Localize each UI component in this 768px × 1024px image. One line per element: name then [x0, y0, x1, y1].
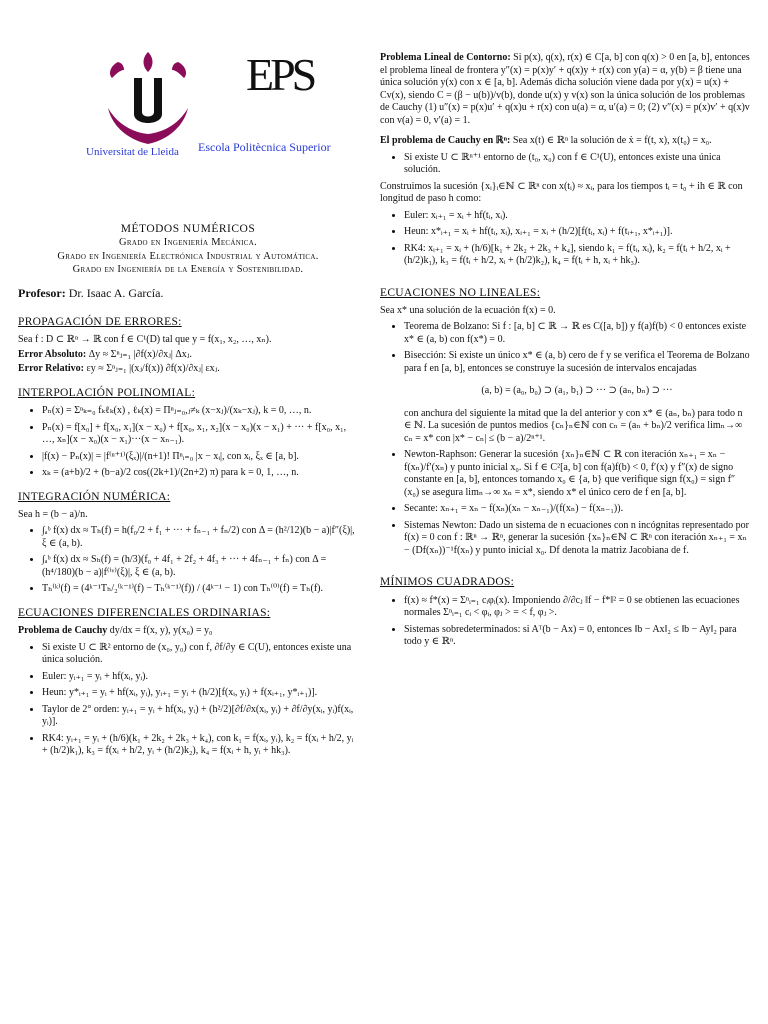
- edo-item: • Euler: yᵢ₊₁ = yᵢ + hf(xᵢ, yᵢ).: [42, 671, 358, 684]
- section-title-edo: ECUACIONES DIFERENCIALES ORDINARIAS:: [18, 606, 271, 619]
- interpolacion-item: • Pₙ(x) = f[x₀] + f[x₀, x₁](x − x₀) + f[x₀, x₁, x₂](x − x₀)(x − x₁) + ··· + f[x₀, x₁, …, xₙ](x − x₀)(x − x₁)···(x − xₙ₋₁).: [42, 422, 358, 447]
- degree-line-1: Grado en Ingeniería Mecánica.: [119, 237, 257, 249]
- sistemas-item: • Sistemas Newton: Dado un sistema de n ecuaciones con n incógnitas representado por f(x) = 0 con f : ℝⁿ → ℝⁿ, generar la sucesión {xₙ}ₙ∈ℕ ⊂ ℝⁿ con iteración xₙ₊₁ = xₙ − (Df(xₙ))⁻¹f(xₙ) y punto inicial x₀. Df denota la matriz Jacobiana de f.: [404, 520, 750, 558]
- no-lineales-intro: Sea x* una solución de la ecuación f(x) = 0.: [380, 304, 556, 316]
- error-absoluto-formula: Δy ≈ Σⁿⱼ₌₁ |∂f(x)/∂xⱼ| Δxⱼ.: [88, 348, 192, 360]
- eps-caption: Escola Politècnica Superior: [198, 140, 331, 154]
- cauchy-rn-methods: [380, 210, 750, 268]
- section-title-integracion: INTEGRACIÓN NUMÉRICA:: [18, 490, 171, 503]
- edo-list: [18, 642, 358, 758]
- interpolacion-item: • Pₙ(x) = Σⁿₖ₌₀ fₖℓₖ(x) , ℓₖ(x) = Πⁿⱼ₌₀,ⱼ≠ₖ (x−xⱼ)/(xₖ−xⱼ), k = 0, …, n.: [42, 405, 358, 418]
- cauchy-rn-bullet: • Si existe U ⊂ ℝⁿ⁺¹ entorno de (t₀, x₀) con f ∈ C¹(U), entonces existe una única solución.: [404, 152, 750, 177]
- minimos-item: • f(x) ≈ f*(x) = Σⁿᵢ₌₁ cᵢφᵢ(x). Imponiendo ∂/∂cⱼ ‖f − f*‖² = 0 se obtienen las ecuaciones normales Σⁿᵢ₌₁ cᵢ < φᵢ, φⱼ > = < f, φⱼ >.: [404, 595, 750, 620]
- error-relativo-formula: εy ≈ Σⁿⱼ₌₁ |(xⱼ/f(x)) ∂f(x)/∂xⱼ| εxⱼ.: [86, 363, 220, 375]
- cauchy-rn-method: • Euler: xᵢ₊₁ = xᵢ + hf(tᵢ, xᵢ).: [404, 210, 750, 223]
- edo-cauchy: [18, 625, 358, 638]
- logo-area: [18, 0, 358, 200]
- section-title-interpolacion: INTERPOLACIÓN POLINOMIAL:: [18, 386, 196, 399]
- biseccion-continuation: con anchura del siguiente la mitad que la del anterior y con x* ∈ (aₙ, bₙ) para todo n ∈ ℕ. La sucesión de puntos medios {cₙ}ₙ∈ℕ con cₙ = (aₙ + bₙ)/2 verifica limₙ→∞ cₙ = x* con |x* − cₙ| ≤ (b − a)/2ⁿ⁺¹.: [404, 407, 743, 444]
- contorno-paragraph: [380, 52, 750, 127]
- cauchy-rn-list: [380, 152, 750, 177]
- edo-item: • Si existe U ⊂ ℝ² entorno de (x₀, y₀) con f, ∂f/∂y ∈ C(U), entonces existe una única solución.: [42, 642, 358, 667]
- no-lineales-list: [380, 321, 750, 557]
- degree-line-3: Grado en Ingeniería de la Energía y Sostenibilidad.: [72, 263, 304, 275]
- cauchy-rn-method: • RK4: xᵢ₊₁ = xᵢ + (h/6)[k₁ + 2k₂ + 2k₃ + k₄], siendo k₁ = f(tᵢ, xᵢ), k₂ = f(tᵢ + h/2, xᵢ + (h/2)k₁), k₃ = f(tᵢ + h/2, xᵢ + (h/2)k₂), k₄ = f(tᵢ + h, xᵢ + hk₃).: [404, 243, 750, 268]
- interpolacion-item: • xₖ = (a+b)/2 + (b−a)/2 cos((2k+1)/(2n+2) π) para k = 0, 1, …, n.: [42, 467, 358, 480]
- interpolacion-item: • |f(x) − Pₙ(x)| = |f⁽ⁿ⁺¹⁾(ξₓ)|/(n+1)! Πⁿᵢ₌₀ |x − xᵢ|, con xᵢ, ξₓ ∈ [a, b].: [42, 451, 358, 464]
- edo-item: • Taylor de 2° orden: yᵢ₊₁ = yᵢ + hf(xᵢ, yᵢ) + (h²/2)[∂f/∂x(xᵢ, yᵢ) + ∂f/∂y(xᵢ, yᵢ)f(xᵢ, yᵢ)].: [42, 704, 358, 729]
- section-title-minimos: MÍNIMOS CUADRADOS:: [380, 576, 515, 589]
- left-column: [18, 0, 358, 762]
- biseccion-formula: (a, b) = (a₀, b₀) ⊃ (a₁, b₁) ⊃ ··· ⊃ (aₙ, bₙ) ⊃ ···: [481, 385, 673, 397]
- edo-cauchy-formula: dy/dx = f(x, y), y(x₀) = y₀: [109, 625, 213, 637]
- minimos-item: • Sistemas sobredeterminados: si Aᵀ(b − Ax) = 0, entonces ‖b − Ax‖₂ ≤ ‖b − Ay‖₂ para todo y ∈ ℝⁿ.: [404, 624, 750, 649]
- edo-item: • RK4: yᵢ₊₁ = yᵢ + (h/6)(k₁ + 2k₂ + 2k₃ + k₄), con k₁ = f(xᵢ, yᵢ), k₂ = f(xᵢ + h/2, yᵢ + (h/2)k₁), k₃ = f(xᵢ + h/2, yᵢ + (h/2)k₂), k₄ = f(xᵢ + h, yᵢ + hk₃).: [42, 733, 358, 758]
- integracion-intro: Sea h = (b − a)/n.: [18, 508, 88, 520]
- degree-line-2: Grado en Ingeniería Electrónica Industrial y Automática.: [57, 250, 319, 262]
- right-column: [380, 50, 750, 653]
- professor-name: Dr. Isaac A. García.: [68, 285, 164, 300]
- biseccion-item: [404, 350, 750, 445]
- integracion-list: [18, 525, 358, 596]
- contorno-text: Si p(x), q(x), r(x) ∈ C[a, b] con q(x) > 0 en [a, b], entonces el problema lineal de frontera y″(x) = p(x)y′ + q(x)y + r(x) con y(a) = α, y(b) = β tiene una única solución y(x) con x ∈ [a, b]. Además dicha solución viene dada por y(x) = u(x) + Cv(x), siendo C = (β − u(b))/v(b), donde u(x) y v(x) son la única solución de los problemas de Cauchy (1) u″(x) = p(x)u′ + q(x)u + r(x) con u(a) = α, u′(a) = 0; (2) v″(x) = p(x)v′ + q(x)v con v(a) = 0, v′(a) = 1.: [380, 52, 750, 126]
- integracion-item: • ∫ₐᵇ f(x) dx ≈ Sₕ(f) = (h/3)(f₀ + 4f₁ + 2f₂ + 4f₃ + ··· + 4fₙ₋₁ + fₙ) con Δ = (h⁴/180)(b − a)|f⁽ⁱᵛ⁾(ξ)|, ξ ∈ (a, b).: [42, 554, 358, 579]
- integracion-item: • Tₕ⁽ᵏ⁾(f) = (4ᵏ⁻¹Tₕ/₂⁽ᵏ⁻¹⁾(f) − Tₕ⁽ᵏ⁻¹⁾(f)) / (4ᵏ⁻¹ − 1) con Tₕ⁽⁰⁾(f) = Tₕ(f).: [42, 583, 358, 596]
- cauchy-rn-method: • Heun: x*ᵢ₊₁ = xᵢ + hf(tᵢ, xᵢ), xᵢ₊₁ = xᵢ + (h/2)[f(tᵢ, xᵢ) + f(tᵢ₊₁, x*ᵢ₊₁)].: [404, 226, 750, 239]
- bolzano-item: • Teorema de Bolzano: Si f : [a, b] ⊂ ℝ → ℝ es C([a, b]) y f(a)f(b) < 0 entonces existe x* ∈ (a, b) con f(x*) = 0.: [404, 321, 750, 346]
- cauchy-rn-paragraph: [380, 135, 750, 148]
- error-relativo-label: Error Relativo:: [18, 363, 85, 375]
- secante-item: • Secante: xₙ₊₁ = xₙ − f(xₙ)(xₙ − xₙ₋₁)/(f(xₙ) − f(xₙ₋₁)).: [404, 503, 750, 516]
- university-caption: Universitat de Lleida: [86, 146, 179, 158]
- section-title-no-lineales: ECUACIONES NO LINEALES:: [380, 286, 541, 299]
- integracion-item: • ∫ₐᵇ f(x) dx ≈ Tₕ(f) = h(f₀/2 + f₁ + ··· + fₙ₋₁ + fₙ/2) con Δ = (h²/12)(b − a)|f″(ξ)|, ξ ∈ (a, b).: [42, 525, 358, 550]
- section-title-errores: PROPAGACIÓN DE ERRORES:: [18, 315, 182, 328]
- cauchy-rn-construct: Construimos la sucesión {xᵢ}ᵢ∈ℕ ⊂ ℝⁿ con x(tᵢ) ≈ xᵢ, para los tiempos tᵢ = t₀ + ih ∈ ℝ con longitud de paso h como:: [380, 180, 743, 204]
- interpolacion-list: [18, 405, 358, 480]
- cauchy-rn-label: El problema de Cauchy en ℝⁿ:: [380, 135, 511, 146]
- edo-cauchy-label: Problema de Cauchy: [18, 625, 108, 637]
- contorno-label: Problema Lineal de Contorno:: [380, 52, 511, 63]
- eps-logo: EPS: [246, 49, 314, 100]
- universitat-lleida-logo: [98, 48, 198, 148]
- professor-line: [18, 286, 358, 301]
- document-title: MÉTODOS NUMÉRICOS: [120, 223, 256, 235]
- newton-item: • Newton-Raphson: Generar la sucesión {xₙ}ₙ∈ℕ ⊂ ℝ con iteración xₙ₊₁ = xₙ − f(xₙ)/f′(xₙ) y punto inicial x₀. Si f ∈ C²[a, b] con f(a)f(b) < 0, f′(x) y f″(x) de signo constante en [a, b], entonces tomando x₀ ∈ {a, b} que verifique sign f(x₀) = sign f″(x₀) se asegura limₙ→∞ xₙ = x*, siendo x* el único cero de f en [a, b].: [404, 449, 750, 499]
- biseccion-text: Bisección: Si existe un único x* ∈ (a, b) cero de f y se verifica el Teorema de Bolzano para f en [a, b], entonces se construye la sucesión de intervalos encajadas: [404, 350, 750, 374]
- edo-item: • Heun: y*ᵢ₊₁ = yᵢ + hf(xᵢ, yᵢ), yᵢ₊₁ = yᵢ + (h/2)[f(xᵢ, yᵢ) + f(xᵢ₊₁, y*ᵢ₊₁)].: [42, 687, 358, 700]
- errores-intro: Sea f : D ⊂ ℝⁿ → ℝ con f ∈ C¹(D) tal que y = f(x₁, x₂, …, xₙ).: [18, 334, 272, 346]
- error-absoluto: [18, 349, 358, 362]
- minimos-list: [380, 595, 750, 649]
- error-relativo: [18, 363, 358, 376]
- error-absoluto-label: Error Absoluto:: [18, 348, 87, 360]
- professor-label: Profesor:: [18, 285, 66, 300]
- cauchy-rn-text: Sea x(t) ∈ ℝⁿ la solución de ẋ = f(t, x), x(t₀) = x₀.: [512, 135, 712, 146]
